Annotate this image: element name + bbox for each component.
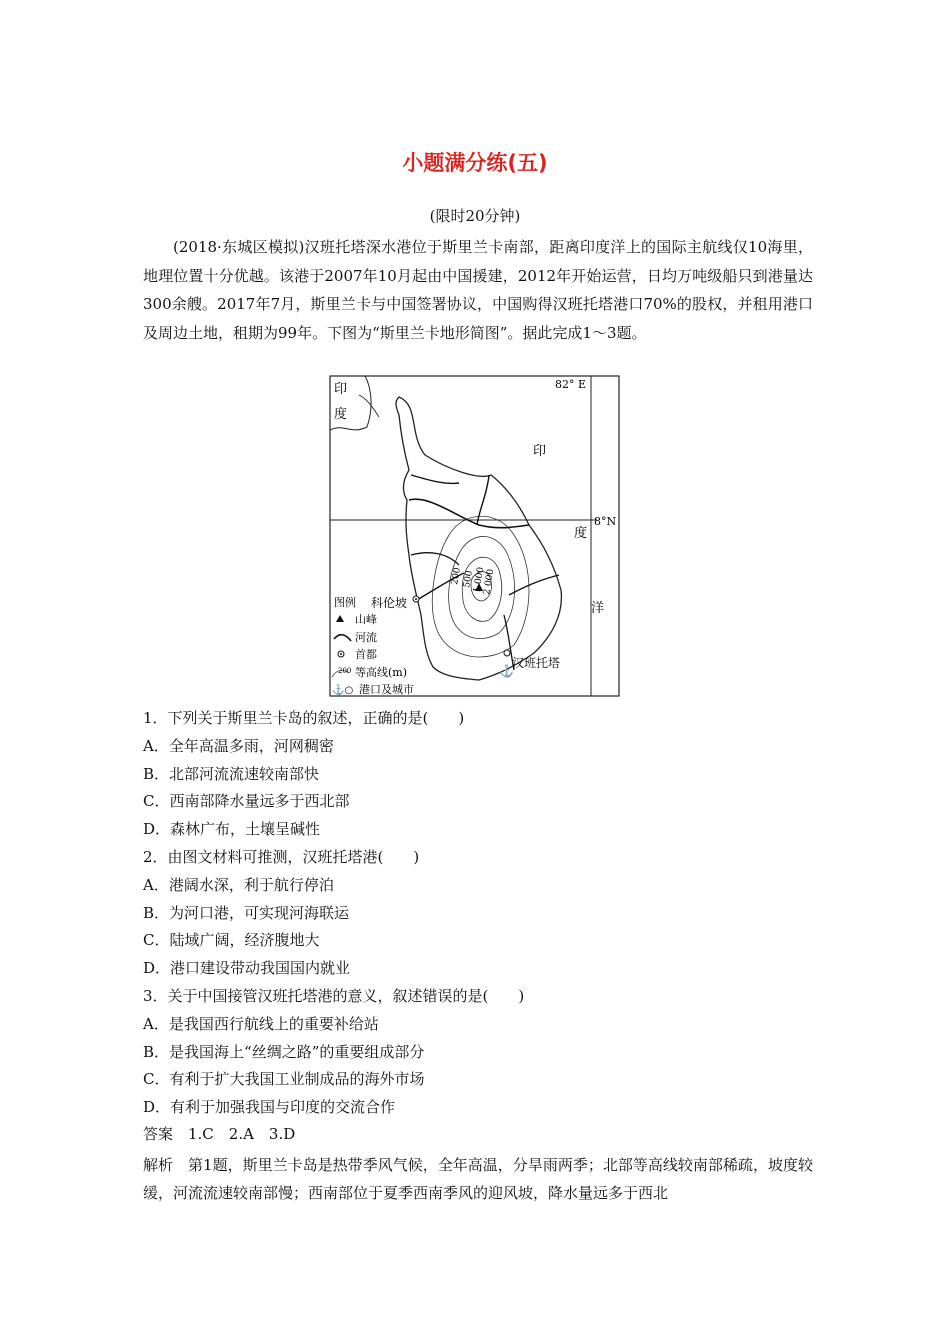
option-3c: C．有利于扩大我国工业制成品的海外市场 xyxy=(143,1070,425,1089)
option-1a: A．全年高温多雨，河网稠密 xyxy=(143,736,334,755)
option-3a: A．是我国西行航线上的重要补给站 xyxy=(143,1014,379,1033)
question-list xyxy=(143,705,813,1122)
option-2c: C．陆域广阔，经济腹地大 xyxy=(143,931,320,950)
port-label: 汉班托塔 xyxy=(512,656,561,670)
analysis-text: 解析 第1题，斯里兰卡岛是热带季风气候，全年高温，分旱雨两季；北部等高线较南部稀疏，坡度较缓，河流流速较南部慢；西南部位于夏季西南季风的迎风坡，降水量远多于西北 xyxy=(143,1156,813,1202)
longitude-label: 82° E xyxy=(555,378,587,391)
option-2d: D．港口建设带动我国国内就业 xyxy=(143,959,351,978)
capital-label: 科伦坡 xyxy=(371,596,408,610)
legend-contour: 等高线(m) xyxy=(355,666,408,679)
legend-capital: 首都 xyxy=(355,648,377,661)
anchor-icon: ⚓ xyxy=(499,664,514,678)
legend-title: 图例 xyxy=(334,596,356,609)
option-3d: D．有利于加强我国与印度的交流合作 xyxy=(143,1098,396,1117)
contour-label-500: 500 xyxy=(462,569,475,589)
ocean-label-2: 度 xyxy=(574,526,588,541)
latitude-label: 8°N xyxy=(594,515,617,528)
answer-line: 答案 1.C 2.A 3.D xyxy=(143,1125,296,1143)
sri-lanka-terrain-map xyxy=(329,375,620,697)
option-1d: D．森林广布，土壤呈碱性 xyxy=(143,820,321,839)
legend-contour-sample: 200 xyxy=(338,667,352,675)
question-2: 2．由图文材料可推测，汉班托塔港( ) xyxy=(143,847,420,866)
contour-label-200: 200 xyxy=(450,566,463,586)
ocean-label-3: 洋 xyxy=(591,601,605,616)
time-limit: (限时20分钟) xyxy=(429,207,521,225)
legend-port: 港口及城市 xyxy=(359,683,414,696)
india-label-1: 印 xyxy=(334,382,348,397)
analysis-section xyxy=(143,1151,813,1207)
page-title: 小题满分练(五) xyxy=(402,151,548,175)
contour-label-2000: 2 000 xyxy=(482,568,497,596)
option-1c: C．西南部降水量远多于西北部 xyxy=(143,792,350,811)
option-1b: B．北部河流流速较南部快 xyxy=(143,764,320,783)
question-3: 3．关于中国接管汉班托塔港的意义，叙述错误的是( ) xyxy=(143,986,525,1005)
option-2a: A．港阔水深，利于航行停泊 xyxy=(143,875,334,894)
legend-port-icon: ⚓○ xyxy=(332,685,354,696)
option-2b: B．为河口港，可实现河海联运 xyxy=(143,903,350,922)
contour-label-1000: 1 000 xyxy=(472,566,487,594)
legend-peak: 山峰 xyxy=(355,613,377,626)
india-label-2: 度 xyxy=(334,407,348,422)
legend-river: 河流 xyxy=(355,631,377,644)
port-city-icon xyxy=(504,650,510,656)
intro-passage xyxy=(143,233,813,347)
question-1: 1．下列关于斯里兰卡岛的叙述，正确的是( ) xyxy=(143,709,465,727)
ocean-label-1: 印 xyxy=(533,444,547,459)
option-3b: B．是我国海上“丝绸之路”的重要组成部分 xyxy=(143,1042,425,1061)
intro-text: (2018·东城区模拟)汉班托塔深水港位于斯里兰卡南部，距离印度洋上的国际主航线仅10海里，地理位置十分优越。该港于2007年10月起由中国援建，2012年开始运营，日均万吨级船只到港量达300余艘。2017年7月，斯里兰卡与中国签署协议，中国购得汉班托塔港口70%的股权，并租用港口及周边土地，租期为99年。下图为“斯里兰卡地形简图”。据此完成1～3题。 xyxy=(143,238,813,342)
